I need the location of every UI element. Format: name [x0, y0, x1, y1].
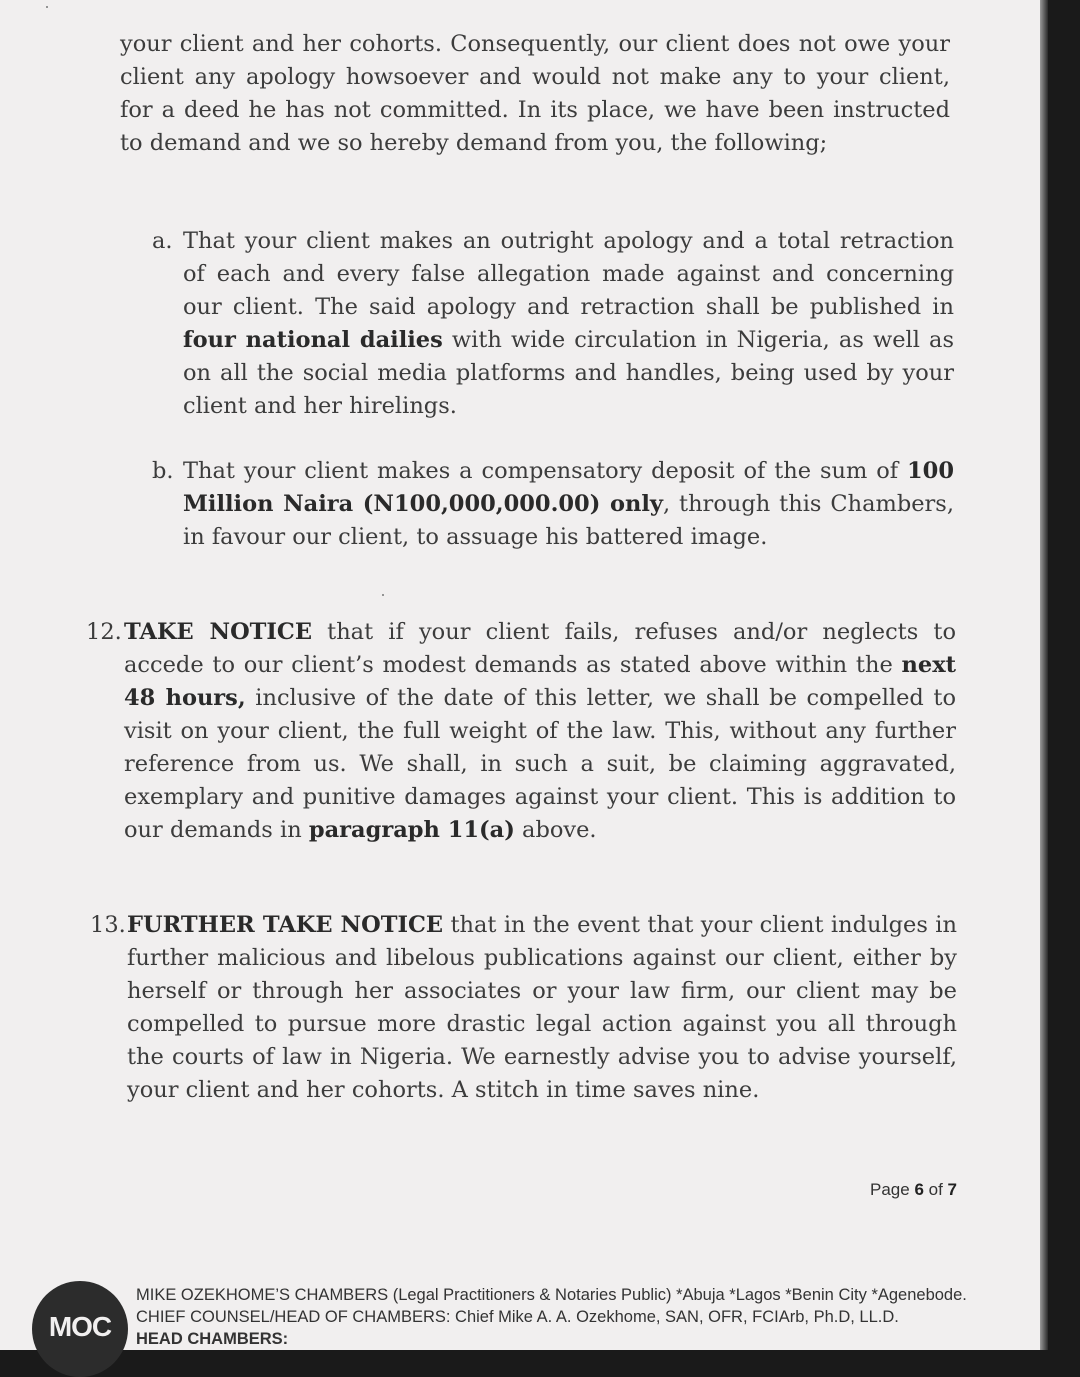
- paragraph-text-bold: TAKE NOTICE: [124, 619, 312, 645]
- intro-paragraph: your client and her cohorts. Consequently, our client does not owe your client any apology howsoever and would not make any to your client, for a deed he has not committed. In its place, we have been instructed to demand and we so hereby demand from you, the following;: [120, 31, 950, 156]
- item-text-bold: 100 Million Naira (N100,000,000.00) only: [183, 458, 954, 517]
- speck: [382, 594, 384, 596]
- logo-lettering: MOC: [48, 1311, 112, 1342]
- item-text: [183, 455, 954, 554]
- paragraph-text-bold: next 48 hours,: [124, 652, 956, 711]
- page-prefix: Page: [870, 1180, 915, 1199]
- page-current: 6: [914, 1180, 924, 1199]
- paragraph-number: 13.: [90, 912, 126, 938]
- page-total: 7: [947, 1180, 957, 1199]
- item-text-part: That your client makes an outright apology and a total retraction of each and every false allegation made against and concerning our client. The said apology and retraction shall be published in: [183, 228, 954, 320]
- paragraph-text: [124, 616, 956, 847]
- paragraph-text-part: inclusive of the date of this letter, we shall be compelled to visit on your client, the full weight of the law. This, without any further reference from us. We shall, in such a suit, be claiming aggravated, exemplary and punitive damages against your client. This is addition to our demands in: [124, 685, 956, 843]
- paragraph-number: 12.: [86, 619, 122, 645]
- letterhead-footer: [136, 1284, 1026, 1350]
- paragraph-text-part: above.: [514, 817, 597, 843]
- footer-counsel-line: CHIEF COUNSEL/HEAD OF CHAMBERS: Chief Mike A. A. Ozekhome, SAN, OFR, FCIArb, Ph.D, LL.D.: [136, 1308, 899, 1326]
- paragraph-text-part: that in the event that your client indulges in further malicious and libelous publications against our client, either by herself or through her associates or your law firm, our client may be compelled to pursue more drastic legal action against you all through the courts of law in Nigeria. We earnestly advise you to advise yourself, your client and her cohorts. A stitch in time saves nine.: [127, 912, 957, 1103]
- chambers-logo: [32, 1281, 128, 1377]
- item-text: [183, 225, 954, 423]
- page-number: [870, 1180, 957, 1200]
- page-edge-shadow: [1040, 0, 1048, 1350]
- paragraph-text-bold: FURTHER TAKE NOTICE: [127, 912, 444, 938]
- item-label: b.: [152, 458, 174, 484]
- item-text-part: That your client makes a compensatory deposit of the sum of: [183, 458, 908, 484]
- item-text-part: with wide circulation in Nigeria, as well as on all the social media platforms and handles, being used by your client and her hirelings.: [183, 327, 954, 419]
- item-label: a.: [152, 228, 173, 254]
- speck: [46, 6, 48, 8]
- item-text-part: , through this Chambers, in favour our client, to assuage his battered image.: [183, 491, 954, 550]
- paragraph-text: [127, 909, 957, 1107]
- footer-firm-line: MIKE OZEKHOME’S CHAMBERS (Legal Practitioners & Notaries Public) *Abuja *Lagos *Benin City *Agenebode.: [136, 1286, 967, 1304]
- footer-head-chambers-line: HEAD CHAMBERS:: [136, 1330, 289, 1348]
- paragraph-text-part: that if your client fails, refuses and/or neglects to accede to our client’s modest demands as stated above within the: [124, 619, 956, 678]
- paragraph-text-bold: paragraph 11(a): [308, 817, 515, 843]
- item-text-bold: four national dailies: [183, 327, 443, 353]
- page-middle: of: [923, 1180, 948, 1199]
